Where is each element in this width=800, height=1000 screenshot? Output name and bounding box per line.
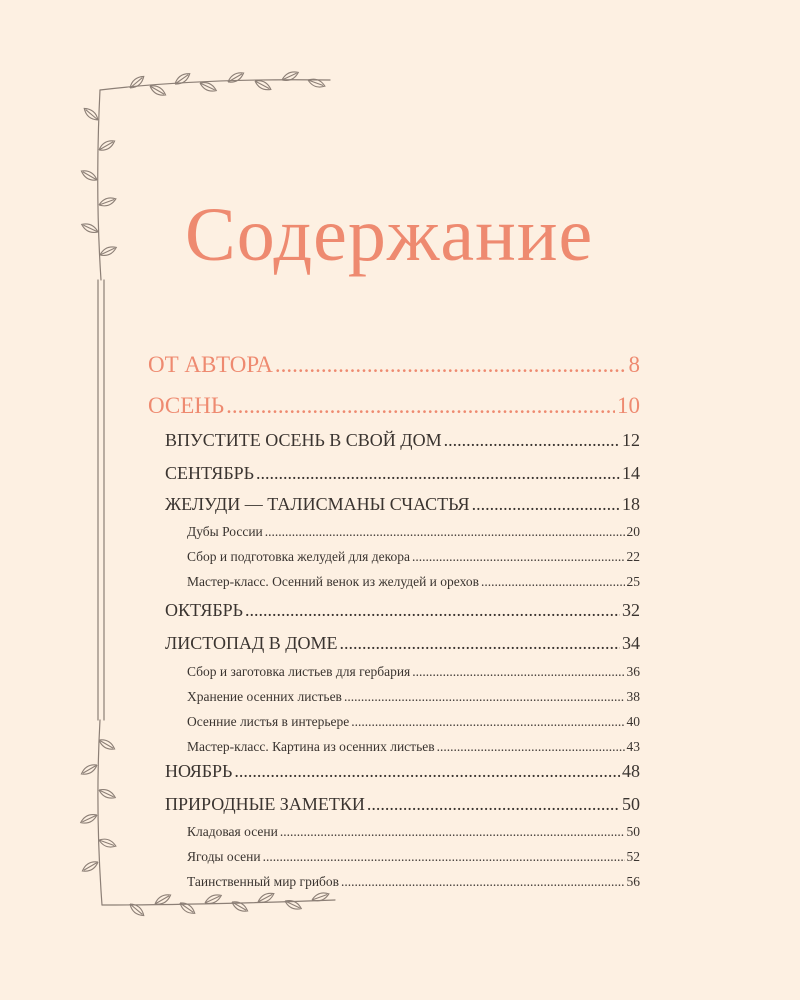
toc-leader-dots bbox=[351, 714, 624, 730]
toc-entry-page: 43 bbox=[626, 739, 640, 754]
toc-entry-title: Сбор и заготовка листьев для гербария bbox=[187, 664, 411, 679]
toc-entry-page: 22 bbox=[626, 549, 640, 564]
toc-entry[interactable] bbox=[187, 824, 640, 842]
toc-entry-page: 38 bbox=[626, 689, 640, 704]
toc-leader-dots bbox=[234, 761, 620, 782]
toc-leader-dots bbox=[245, 600, 620, 621]
toc-entry-page: 10 bbox=[617, 393, 640, 418]
toc-entry[interactable] bbox=[187, 714, 640, 732]
toc-leader-dots bbox=[412, 664, 624, 680]
toc-leader-dots bbox=[280, 824, 625, 840]
toc-entry-title: Осенние листья в интерьере bbox=[187, 714, 350, 729]
toc-entry[interactable] bbox=[165, 761, 640, 785]
toc-leader-dots bbox=[341, 874, 624, 890]
toc-entry-title: ОСЕНЬ bbox=[148, 393, 225, 418]
toc-entry-title: ОКТЯБРЬ bbox=[165, 600, 244, 620]
toc-entry-title: Таинственный мир грибов bbox=[187, 874, 340, 889]
toc-leader-dots bbox=[340, 633, 620, 654]
toc-entry-title: Кладовая осени bbox=[187, 824, 278, 839]
toc-entry-title: Мастер-класс. Картина из осенних листьев bbox=[187, 739, 435, 754]
toc-leader-dots bbox=[344, 689, 625, 705]
toc-entry-page: 36 bbox=[626, 664, 640, 679]
toc-entry-page: 14 bbox=[622, 463, 640, 483]
toc-entry-title: НОЯБРЬ bbox=[165, 761, 233, 781]
toc-leader-dots bbox=[275, 352, 627, 378]
toc-entry-title: СЕНТЯБРЬ bbox=[165, 463, 254, 483]
toc-entry[interactable] bbox=[148, 352, 640, 382]
toc-entry-page: 52 bbox=[626, 849, 640, 864]
toc-entry-title: ЛИСТОПАД В ДОМЕ bbox=[165, 633, 338, 653]
toc-entry-page: 50 bbox=[626, 824, 640, 839]
toc-entry-page: 12 bbox=[622, 430, 640, 450]
toc-leader-dots bbox=[412, 549, 625, 565]
toc-entry-title: Сбор и подготовка желудей для декора bbox=[187, 549, 410, 564]
toc-leader-dots bbox=[444, 430, 620, 451]
toc-leader-dots bbox=[437, 739, 625, 755]
toc-entry-title: ВПУСТИТЕ ОСЕНЬ В СВОЙ ДОМ bbox=[165, 430, 442, 450]
toc-entry[interactable] bbox=[165, 494, 640, 518]
toc-entry[interactable] bbox=[165, 633, 640, 657]
toc-entry-title: Хранение осенних листьев bbox=[187, 689, 342, 704]
toc-leader-dots bbox=[263, 849, 625, 865]
toc-entry-page: 56 bbox=[626, 874, 640, 889]
toc-leader-dots bbox=[226, 393, 615, 419]
toc-leader-dots bbox=[265, 524, 625, 540]
toc-entry[interactable] bbox=[187, 874, 640, 892]
toc-entry[interactable] bbox=[187, 689, 640, 707]
toc-entry-page: 32 bbox=[622, 600, 640, 620]
toc-leader-dots bbox=[367, 794, 620, 815]
toc-entry[interactable] bbox=[187, 739, 640, 757]
toc-entry[interactable] bbox=[165, 430, 640, 454]
toc-entry[interactable] bbox=[165, 600, 640, 624]
toc-entry-title: Дубы России bbox=[187, 524, 263, 539]
toc-entry[interactable] bbox=[148, 393, 640, 423]
toc-entry-page: 50 bbox=[622, 794, 640, 814]
toc-entry-title: ОТ АВТОРА bbox=[148, 352, 273, 377]
toc-entry[interactable] bbox=[165, 794, 640, 818]
toc-entry-page: 48 bbox=[622, 761, 640, 781]
toc-entry-page: 20 bbox=[626, 524, 640, 539]
toc-entry[interactable] bbox=[187, 574, 640, 592]
toc-entry[interactable] bbox=[187, 664, 640, 682]
toc-entry-title: ПРИРОДНЫЕ ЗАМЕТКИ bbox=[165, 794, 365, 814]
toc-entry-page: 18 bbox=[622, 494, 640, 514]
page-title: Содержание bbox=[185, 193, 594, 277]
toc-entry-page: 40 bbox=[626, 714, 640, 729]
toc-leader-dots bbox=[256, 463, 620, 484]
toc-entry-page: 25 bbox=[626, 574, 640, 589]
toc-entry-title: ЖЕЛУДИ — ТАЛИСМАНЫ СЧАСТЬЯ bbox=[165, 494, 470, 514]
toc-entry[interactable] bbox=[187, 849, 640, 867]
toc-entry-page: 8 bbox=[628, 352, 640, 377]
toc-leader-dots bbox=[472, 494, 620, 515]
toc-leader-dots bbox=[481, 574, 625, 590]
toc-entry-title: Мастер-класс. Осенний венок из желудей и орехов bbox=[187, 574, 479, 589]
toc-entry[interactable] bbox=[165, 463, 640, 487]
toc-entry-title: Ягоды осени bbox=[187, 849, 261, 864]
toc-entry[interactable] bbox=[187, 549, 640, 567]
toc-entry-page: 34 bbox=[622, 633, 640, 653]
toc-entry[interactable] bbox=[187, 524, 640, 542]
